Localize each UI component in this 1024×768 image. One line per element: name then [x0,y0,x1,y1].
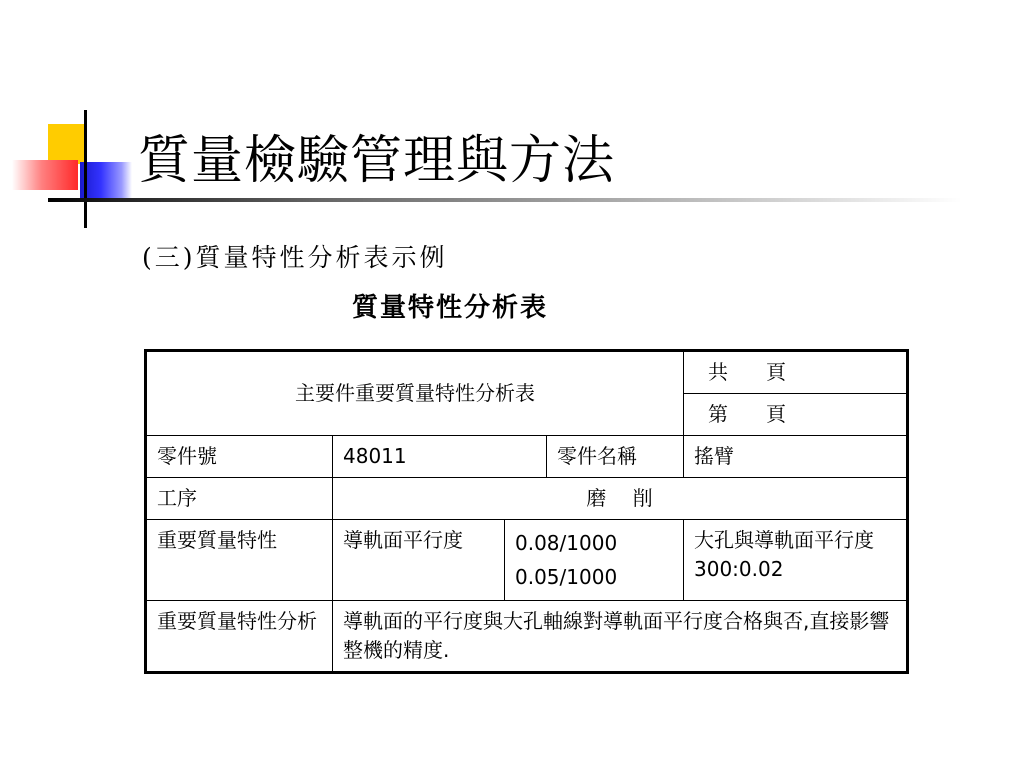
analysis-value: 導軌面的平行度與大孔軸線對導軌面平行度合格與否,直接影響整機的精度. [333,601,908,673]
key-characteristic-label: 重要質量特性 [146,520,333,601]
tolerance-value-2: 0.05/1000 [515,565,618,589]
page-label: 第 [708,402,728,426]
decor-blue-gradient-square [80,162,132,202]
table-row [146,436,908,478]
table-row [146,478,908,520]
process-label: 工序 [146,478,333,520]
part-number-value: 48011 [333,436,547,478]
analysis-label: 重要質量特性分析 [146,601,333,673]
part-name-label: 零件名稱 [547,436,684,478]
part-number-label: 零件號 [146,436,333,478]
total-pages-unit: 頁 [766,360,786,384]
key-characteristic-note: 大孔與導軌面平行度300:0.02 [684,520,908,601]
quality-characteristics-table [144,349,909,674]
tolerance-values [505,520,684,601]
page-unit: 頁 [766,402,786,426]
decor-vertical-line [84,110,87,228]
table-row [146,601,908,673]
key-characteristic-value: 導軌面平行度 [333,520,505,601]
table-header-main: 主要件重要質量特性分析表 [146,351,684,436]
tolerance-value-1: 0.08/1000 [515,531,618,555]
total-label: 共 [708,360,728,384]
process-value: 磨 削 [333,478,908,520]
decor-yellow-square [48,124,84,164]
decor-title-underline [48,198,962,202]
total-pages-cell [684,351,908,394]
table-row [146,351,908,394]
part-name-value: 搖臂 [684,436,908,478]
slide-title: 質量檢驗管理與方法 [138,131,616,191]
slide-subtitle: (三)質量特性分析表示例 [142,243,448,272]
decor-red-gradient-bar [12,160,78,190]
table-row [146,520,908,601]
page-number-cell [684,394,908,436]
table-title: 質量特性分析表 [352,293,549,323]
